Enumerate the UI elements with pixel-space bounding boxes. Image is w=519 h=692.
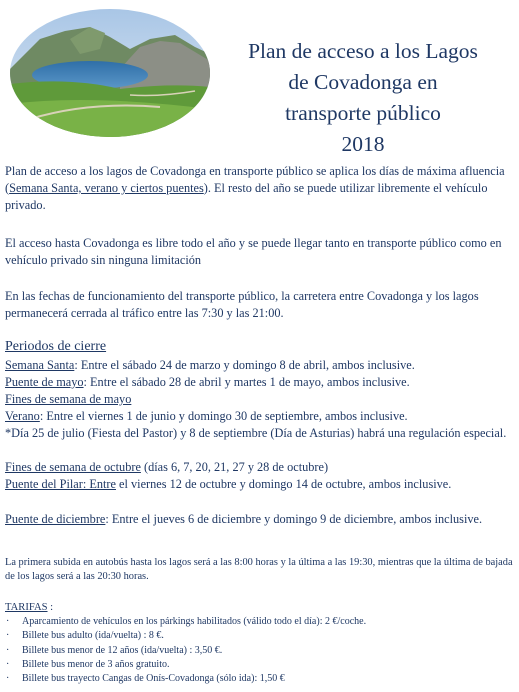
period-pilar xyxy=(5,476,515,493)
verano-note: *Día 25 de julio (Fiesta del Pastor) y 8 de septiembre (Día de Asturias) habrá una regulación especial. xyxy=(5,426,507,440)
tarifas-list xyxy=(5,615,515,686)
bullet-icon: · xyxy=(6,658,10,670)
horarios-text: La primera subida en autobús hasta los lagos será a las 8:00 horas y la última a las 19:30, mientras que la última de bajada de los lagos será a las 20:30 horas. xyxy=(5,557,513,582)
puente-mayo-label: Puente de mayo xyxy=(5,375,84,389)
title-year: 2018 xyxy=(341,132,385,156)
title-line-1: Plan de acceso a los Lagos xyxy=(248,39,478,63)
intro-paragraph-2: El acceso hasta Covadonga es libre todo el año y se puede llegar tanto en transporte público como en vehículo privado sin ninguna limitación xyxy=(5,236,502,267)
diciembre-text: : Entre el jueves 6 de diciembre y domingo 9 de diciembre, ambos inclusive. xyxy=(105,512,483,526)
semana-santa-text: : Entre el sábado 24 de marzo y domingo 8 de abril, ambos inclusive. xyxy=(74,358,415,372)
tarifa-text: Billete bus adulto (ida/vuelta) : 8 €. xyxy=(22,630,164,642)
lakes-photo xyxy=(10,9,210,137)
period-fines-octubre xyxy=(5,459,515,476)
fines-octubre-text: (días 6, 7, 20, 21, 27 y 28 de octubre) xyxy=(140,460,329,474)
intro-p1-start: Plan de acceso a los lagos de Covadonga en transporte público se aplica los días de máxima afluencia ( xyxy=(5,164,505,195)
bullet-icon: · xyxy=(6,673,10,685)
title-line-2: de Covadonga en xyxy=(288,70,438,94)
tarifa-item xyxy=(5,615,515,629)
bullet-icon: · xyxy=(6,630,10,642)
tarifa-item xyxy=(5,644,515,658)
semana-santa-label: Semana Santa xyxy=(5,358,75,372)
title-line-3: transporte público xyxy=(285,101,441,125)
intro-paragraph-3: En las fechas de funcionamiento del transporte público, la carretera entre Covadonga y los lagos permanecerá cerrada al tráfico entre las 7:30 y las 21:00. xyxy=(5,289,479,320)
fines-octubre-label: Fines de semana de octubre xyxy=(5,460,141,474)
fines-mayo-label: Fines de semana de mayo xyxy=(5,392,132,406)
tarifa-text: Aparcamiento de vehículos en los párkings habilitados (válido todo el día): 2 €/coche. xyxy=(22,616,367,627)
period-semana-santa xyxy=(5,357,515,374)
pilar-text: el viernes 12 de octubre y domingo 14 de octubre, ambos inclusive. xyxy=(115,477,452,491)
tarifas-label: TARIFAS xyxy=(5,602,48,613)
tarifas-suffix: : xyxy=(47,602,54,613)
tarifa-item xyxy=(5,658,515,672)
period-verano xyxy=(5,408,515,425)
period-diciembre xyxy=(5,511,515,528)
document-title xyxy=(218,36,508,160)
intro-p1-underlined: Semana Santa, verano y ciertos puentes xyxy=(9,181,204,195)
diciembre-label: Puente de diciembre xyxy=(5,512,106,526)
tarifas-title xyxy=(5,602,53,613)
verano-text: : Entre el viernes 1 de junio y domingo 30 de septiembre, ambos inclusive. xyxy=(39,409,408,423)
intro-p1-end: ). El resto del año se puede utilizar libremente el vehículo privado. xyxy=(5,181,488,212)
tarifa-text: Billete bus trayecto Cangas de Onís-Covadonga (sólo ida): 1,50 € xyxy=(22,673,285,685)
tarifa-item xyxy=(5,629,515,643)
tarifa-text: Billete bus menor de 3 años gratuito. xyxy=(22,658,170,670)
periodos-heading: Periodos de cierre xyxy=(5,339,107,354)
tarifa-text: Billete bus menor de 12 años (ida/vuelta) : 3,50 €. xyxy=(22,644,223,656)
puente-mayo-text: : Entre el sábado 28 de abril y martes 1 de mayo, ambos inclusive. xyxy=(83,375,410,389)
bullet-icon: · xyxy=(6,616,10,627)
tarifa-item xyxy=(5,672,515,686)
pilar-label: Puente del Pilar: Entre xyxy=(5,477,116,491)
bullet-icon: · xyxy=(6,644,10,656)
period-puente-mayo xyxy=(5,374,515,391)
intro-paragraph-1 xyxy=(5,163,515,214)
period-fines-mayo xyxy=(5,391,515,408)
verano-label: Verano xyxy=(5,409,40,423)
